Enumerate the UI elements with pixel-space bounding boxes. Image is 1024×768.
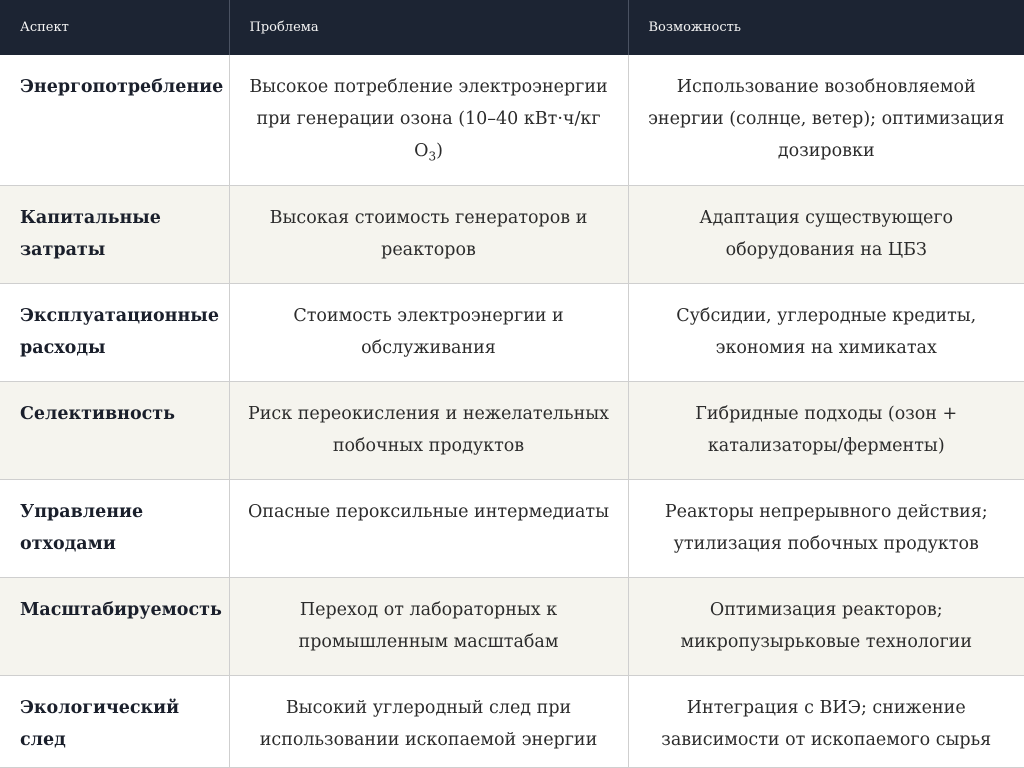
header-aspect: Аспект — [0, 0, 229, 55]
table-row — [0, 479, 1024, 577]
aspect-cell: Селективность — [0, 381, 229, 479]
problem-tail-text: ) — [436, 141, 443, 161]
aspect-cell: Масштабируемость — [0, 577, 229, 675]
aspect-cell: Капитальные затраты — [0, 185, 229, 283]
subscript-text: 3 — [428, 149, 437, 164]
opportunity-cell: Оптимизация реакторов; микропузырьковые технологии — [680, 599, 973, 652]
header-opportunity: Возможность — [648, 20, 741, 35]
table-row — [0, 55, 1024, 185]
aspect-cell: Управление отходами — [0, 479, 229, 577]
aspect-cell: Энергопотребление — [0, 55, 229, 185]
opportunity-cell: Гибридные подходы (озон + катализаторы/ферменты) — [695, 403, 958, 456]
aspect-cell: Экологический след — [0, 675, 229, 767]
opportunity-cell: Субсидии, углеродные кредиты, экономия на химикатах — [676, 305, 977, 358]
table-row — [0, 381, 1024, 479]
problem-cell: Переход от лабораторных к промышленным масштабам — [229, 577, 628, 675]
table-body — [0, 55, 1024, 767]
opportunity-cell: Адаптация существующего оборудования на ЦБЗ — [699, 207, 954, 260]
problem-cell: Высокая стоимость генераторов и реакторов — [229, 185, 628, 283]
problem-cell: Стоимость электроэнергии и обслуживания — [229, 283, 628, 381]
problem-cell: Опасные пероксильные интермедиаты — [229, 479, 628, 577]
table-row — [0, 185, 1024, 283]
table-row — [0, 283, 1024, 381]
opportunity-cell: Использование возобновляемой энергии (солнце, ветер); оптимизация дозировки — [648, 77, 1005, 161]
aspect-cell: Эксплуатационные расходы — [0, 283, 229, 381]
opportunity-cell: Реакторы непрерывного действия; утилизация побочных продуктов — [664, 501, 988, 554]
problem-cell: Риск переокисления и нежелательных побочных продуктов — [229, 381, 628, 479]
header-problem: Проблема — [229, 0, 628, 55]
problem-text: Высокое потребление электроэнергии при генерации озона (10–40 кВт·ч/кг O — [249, 77, 608, 161]
opportunity-cell: Интеграция с ВИЭ; снижение зависимости от ископаемого сырья — [661, 697, 992, 750]
problem-cell — [229, 55, 628, 185]
table-row — [0, 675, 1024, 767]
table-header — [0, 0, 1024, 55]
header-row — [0, 0, 1024, 55]
problem-cell: Высокий углеродный след при использовании ископаемой энергии — [229, 675, 628, 767]
table-row — [0, 577, 1024, 675]
